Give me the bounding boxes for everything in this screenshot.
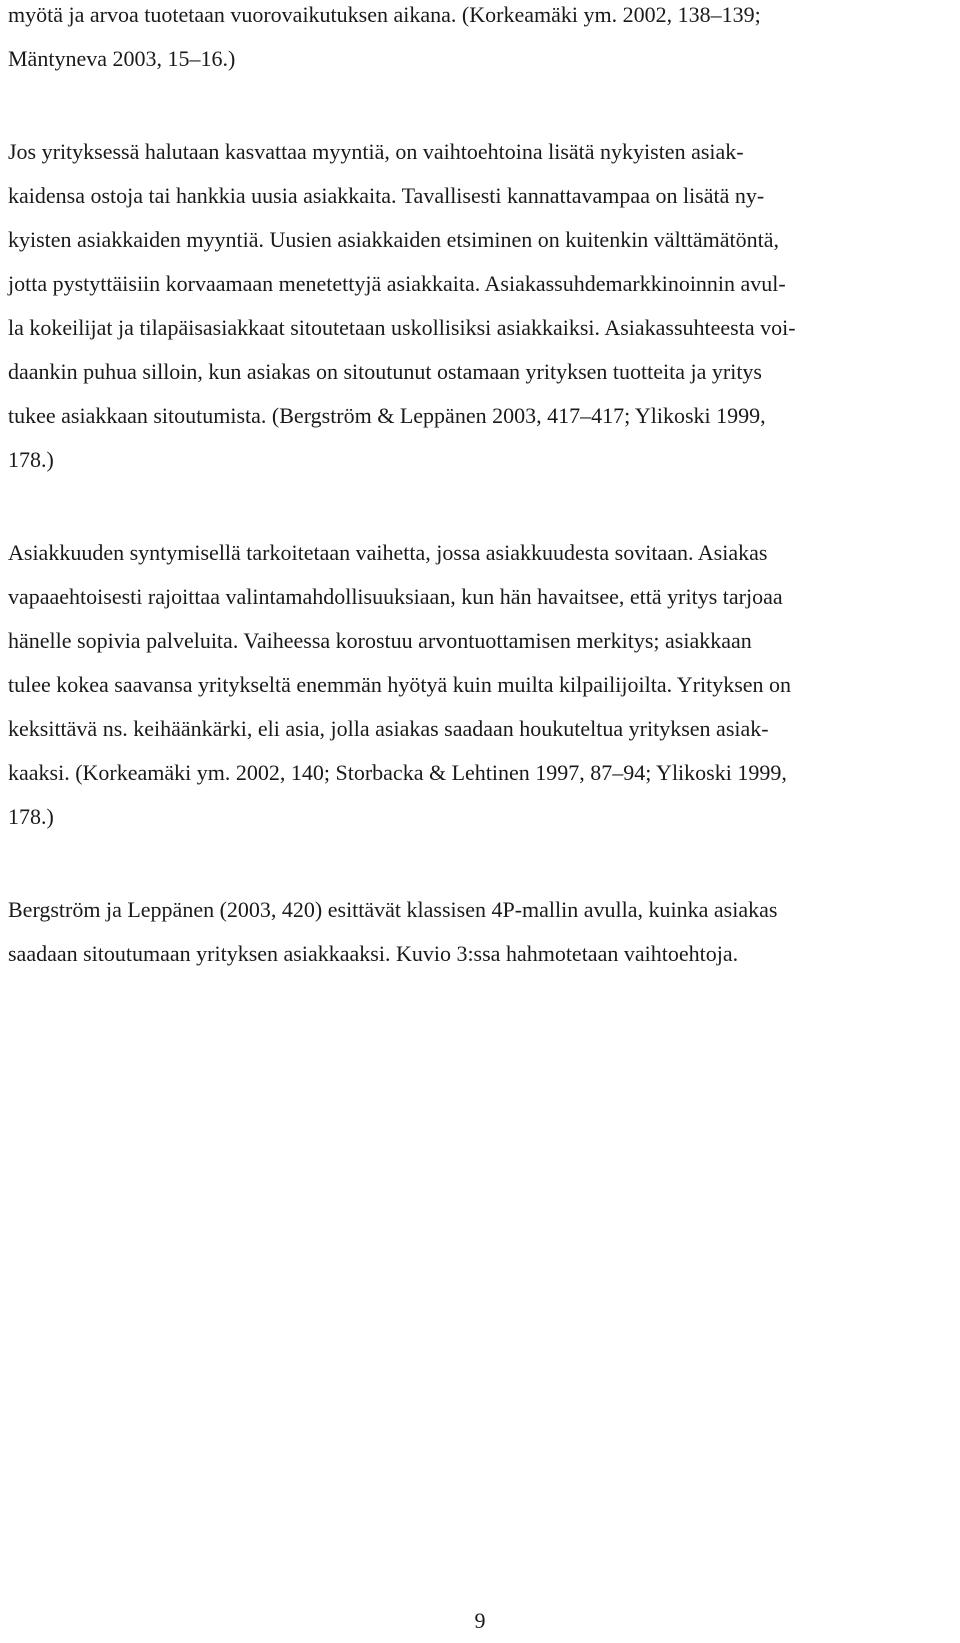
text-line: jotta pystyttäisiin korvaamaan menetettyjä asiakkaita. Asiakassuhdemarkkinoinnin avul-: [8, 271, 786, 296]
text-line: 178.): [8, 804, 54, 829]
page-number: 9: [474, 1608, 486, 1633]
text-line: hänelle sopivia palveluita. Vaiheessa korostuu arvontuottamisen merkitys; asiakkaan: [8, 628, 752, 653]
text-line: saadaan sitoutumaan yrityksen asiakkaaksi. Kuvio 3:ssa hahmotetaan vaihtoehtoja.: [8, 941, 739, 966]
text-line: tukee asiakkaan sitoutumista. (Bergström & Leppänen 2003, 417–417; Ylikoski 1999,: [8, 403, 766, 428]
text-line: myötä ja arvoa tuotetaan vuorovaikutuksen aikana. (Korkeamäki ym. 2002, 138–139;: [8, 2, 761, 27]
text-line: tulee kokea saavansa yritykseltä enemmän hyötyä kuin muilta kilpailijoilta. Yrityksen on: [8, 672, 792, 697]
text-line: vapaaehtoisesti rajoittaa valintamahdollisuuksiaan, kun hän havaitsee, että yritys tarjoaa: [8, 584, 783, 609]
text-line: Mäntyneva 2003, 15–16.): [8, 46, 236, 71]
text-line: Asiakkuuden syntymisellä tarkoitetaan vaihetta, jossa asiakkuudesta sovitaan. Asiakas: [8, 540, 768, 565]
text-line: keksittävä ns. keihäänkärki, eli asia, jolla asiakas saadaan houkuteltua yrityksen asiak-: [8, 716, 769, 741]
text-line: la kokeilijat ja tilapäisasiakkaat sitoutetaan uskollisiksi asiakkaiksi. Asiakassuhteesta voi-: [8, 315, 796, 340]
text-line: daankin puhua silloin, kun asiakas on sitoutunut ostamaan yrityksen tuotteita ja yritys: [8, 359, 762, 384]
text-line: 178.): [8, 447, 54, 472]
text-line: kaaksi. (Korkeamäki ym. 2002, 140; Storbacka & Lehtinen 1997, 87–94; Ylikoski 1999,: [8, 760, 787, 785]
text-line: Jos yrityksessä halutaan kasvattaa myyntiä, on vaihtoehtoina lisätä nykyisten asiak-: [8, 139, 744, 164]
text-line: kaidensa ostoja tai hankkia uusia asiakkaita. Tavallisesti kannattavampaa on lisätä ny-: [8, 183, 765, 208]
text-line: kyisten asiakkaiden myyntiä. Uusien asiakkaiden etsiminen on kuitenkin välttämätöntä,: [8, 227, 780, 252]
text-line: Bergström ja Leppänen (2003, 420) esittävät klassisen 4P-mallin avulla, kuinka asiakas: [8, 897, 778, 922]
